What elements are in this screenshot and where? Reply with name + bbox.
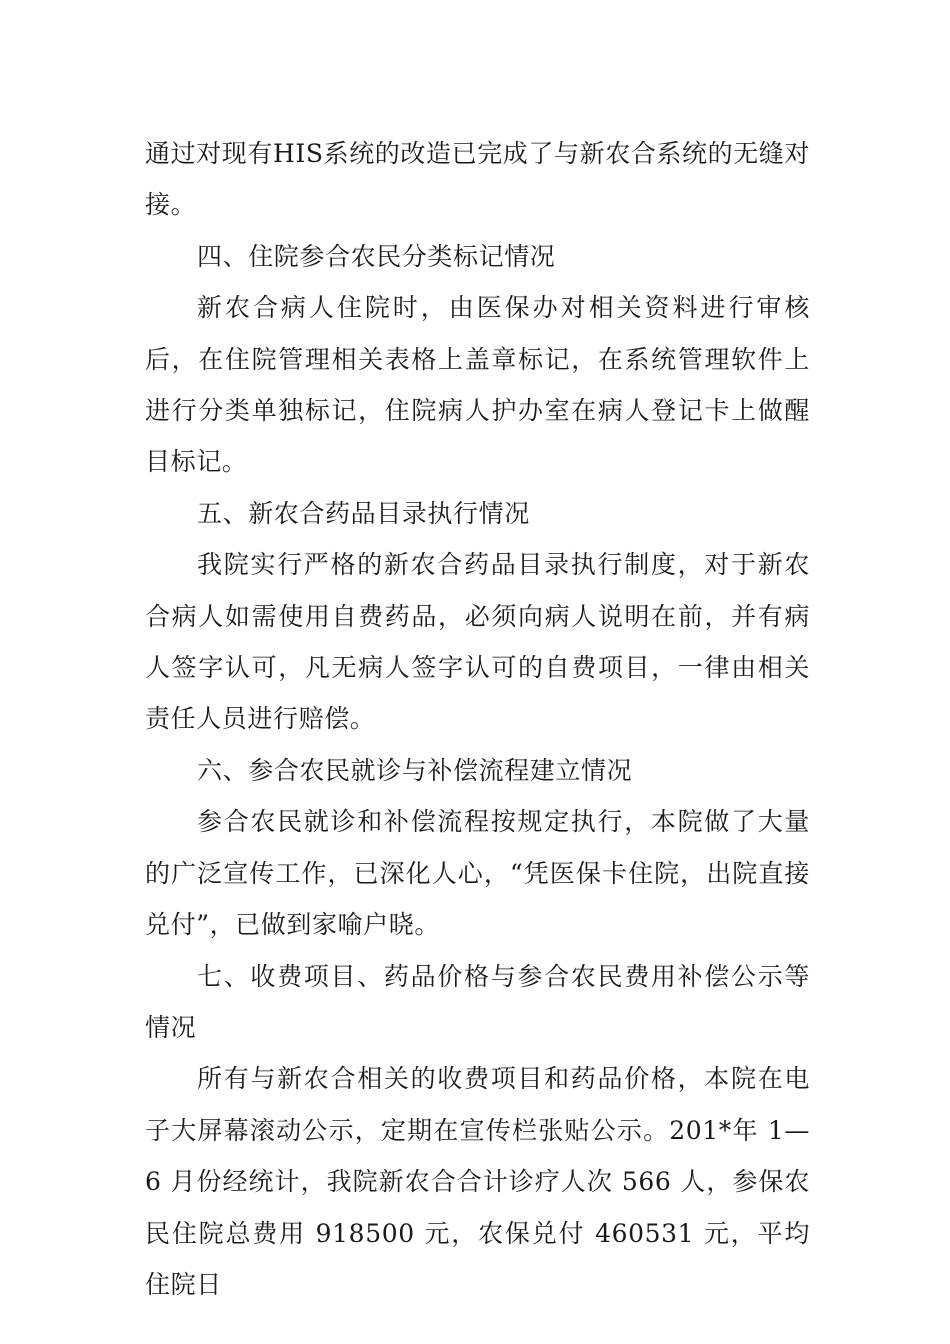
section-heading-4: 四、住院参合农民分类标记情况 — [197, 241, 556, 271]
paragraph-section-4: 新农合病人住院时，由医保办对相关资料进行审核后，在住院管理相关表格上盖章标记，在系统管理软件上进行分类单独标记，住院病人护办室在病人登记卡上做醒目标记。 — [145, 293, 810, 477]
paragraph-section-7: 所有与新农合相关的收费项目和药品价格，本院在电子大屏幕滚动公示，定期在宣传栏张贴公示。201*年 1—6 月份经统计，我院新农合合计诊疗人次 566 人，参保农民住院总费用 918500 元，农保兑付 460531 元，平均住院日 — [145, 1064, 810, 1299]
paragraph-his-integration: 通过对现有HIS系统的改造已完成了与新农合系统的无缝对接。 — [145, 139, 811, 220]
section-heading-5: 五、新农合药品目录执行情况 — [197, 498, 530, 528]
paragraph-section-6: 参合农民就诊和补偿流程按规定执行，本院做了大量的广泛宣传工作，已深化人心，“凭医保卡住院，出院直接兑付”，已做到家喻户晓。 — [145, 807, 810, 940]
section-heading-7: 七、收费项目、药品价格与参合农民费用补偿公示等情况 — [145, 961, 810, 1042]
paragraph-section-5: 我院实行严格的新农合药品目录执行制度，对于新农合病人如需使用自费药品，必须向病人说明在前，并有病人签字认可，凡无病人签字认可的自费项目，一律由相关责任人员进行赔偿。 — [145, 550, 810, 734]
document-body — [145, 128, 810, 1310]
section-heading-6: 六、参合农民就诊与补偿流程建立情况 — [197, 755, 633, 785]
